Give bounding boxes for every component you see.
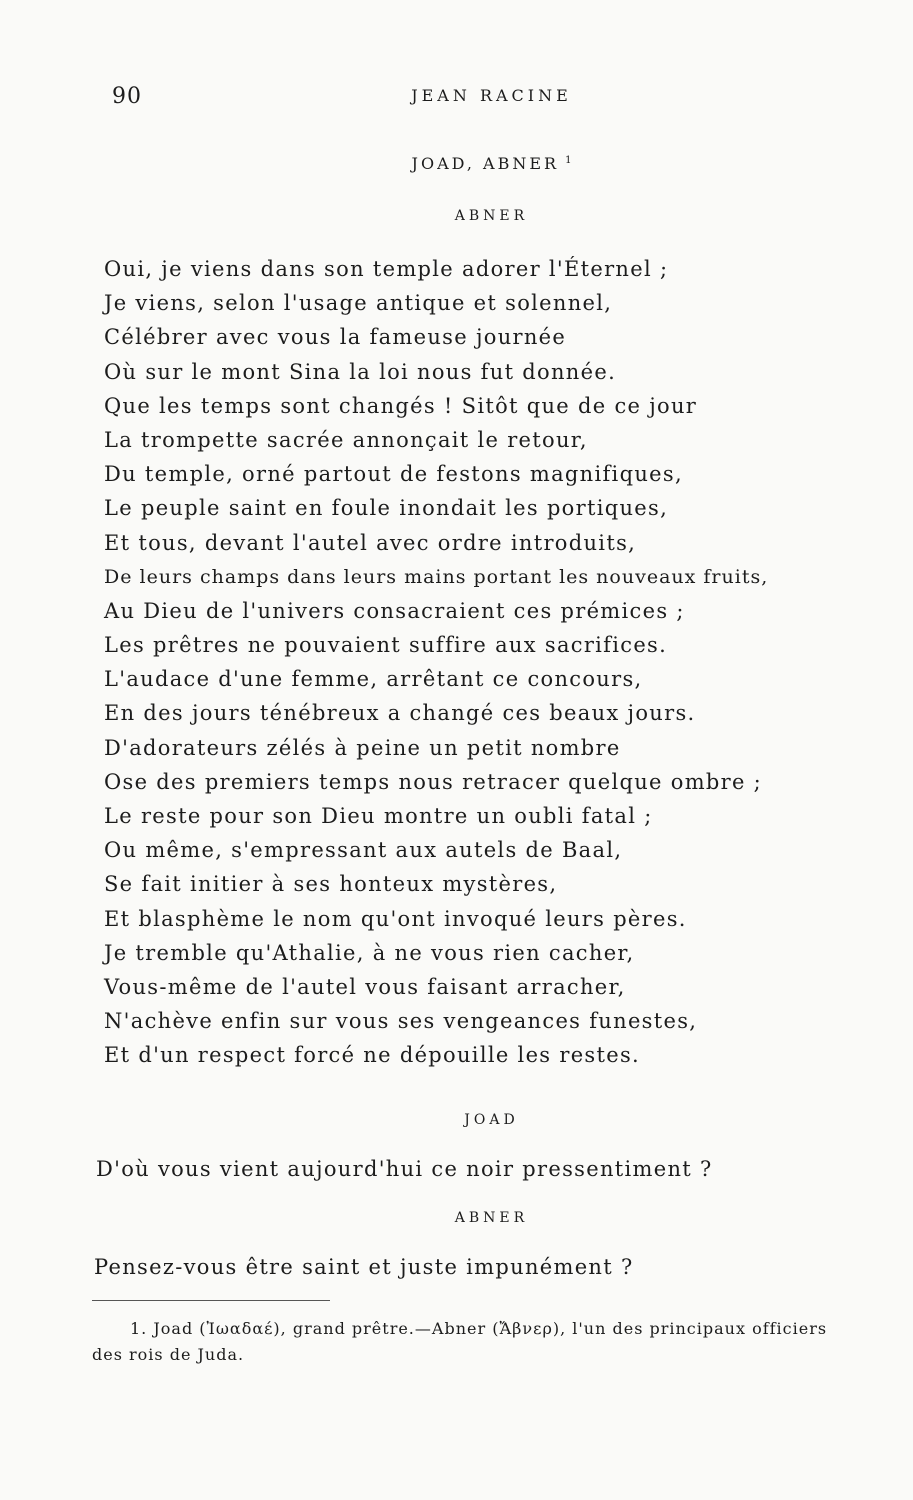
verse-line: La trompette sacrée annonçait le retour, <box>104 427 588 452</box>
verse-line: Que les temps sont changés ! Sitôt que de ce jour <box>104 393 698 418</box>
verse-line: Et blasphème le nom qu'ont invoqué leurs pères. <box>104 906 687 931</box>
footnote-rule <box>92 1300 330 1301</box>
speaker-joad: JOAD <box>464 1112 519 1128</box>
verse-line: Ou même, s'empressant aux autels de Baal, <box>104 838 623 863</box>
page-number: 90 <box>112 84 142 109</box>
verse-line: Où sur le mont Sina la loi nous fut donnée. <box>104 359 617 384</box>
verse-line: Les prêtres ne pouvaient suffire aux sacrifices. <box>104 633 668 658</box>
speaker-abner-reply: ABNER <box>454 1210 529 1226</box>
verse-line: Au Dieu de l'univers consacraient ces prémices ; <box>104 598 685 623</box>
verse-line: Le reste pour son Dieu montre un oubli fatal ; <box>104 804 653 828</box>
verse-line: En des jours ténébreux a changé ces beaux jours. <box>104 701 696 726</box>
verse-line: Du temple, orné partout de festons magnifiques, <box>104 462 683 487</box>
verse-block-abner <box>104 252 768 1073</box>
verse-line: Le peuple saint en foule inondait les portiques, <box>104 496 669 521</box>
verse-line: Oui, je viens dans son temple adorer l'Éternel ; <box>104 257 669 281</box>
verse-line: Et d'un respect forcé ne dépouille les restes. <box>104 1043 641 1068</box>
verse-line: Vous-même de l'autel vous faisant arracher, <box>104 974 626 999</box>
running-head: JEAN RACINE <box>411 86 572 105</box>
verse-block-joad <box>96 1152 713 1186</box>
verse-line: Ose des premiers temps nous retracer quelque ombre ; <box>104 769 763 794</box>
speaker-abner: ABNER <box>454 208 529 224</box>
verse-line: D'où vous vient aujourd'hui ce noir pressentiment ? <box>96 1157 713 1181</box>
verse-line: Je tremble qu'Athalie, à ne vous rien cacher, <box>104 940 635 965</box>
footnote-ref: 1 <box>565 154 572 166</box>
verse-line: L'audace d'une femme, arrêtant ce concours, <box>104 667 643 692</box>
verse-line: Pensez-vous être saint et juste impunément ? <box>94 1255 634 1279</box>
verse-line: Célébrer avec vous la fameuse journée <box>104 325 567 350</box>
scene-title-text: JOAD, ABNER <box>411 154 560 173</box>
verse-line: Je viens, selon l'usage antique et solennel, <box>104 291 613 316</box>
verse-block-abner-reply <box>94 1250 634 1284</box>
scene-title <box>0 154 913 173</box>
verse-line: De leurs champs dans leurs mains portant les nouveaux fruits, <box>104 565 769 588</box>
footnote: 1. Joad (Ἰωαδαέ), grand prêtre.—Abner (Ἄβνερ), l'un des principaux officiers des rois de Juda. <box>92 1319 828 1364</box>
verse-line: N'achève enfin sur vous ses vengeances funestes, <box>104 1009 698 1034</box>
verse-line: Se fait initier à ses honteux mystères, <box>104 872 558 897</box>
verse-line: D'adorateurs zélés à peine un petit nombre <box>104 735 621 760</box>
verse-line: Et tous, devant l'autel avec ordre introduits, <box>104 530 637 555</box>
